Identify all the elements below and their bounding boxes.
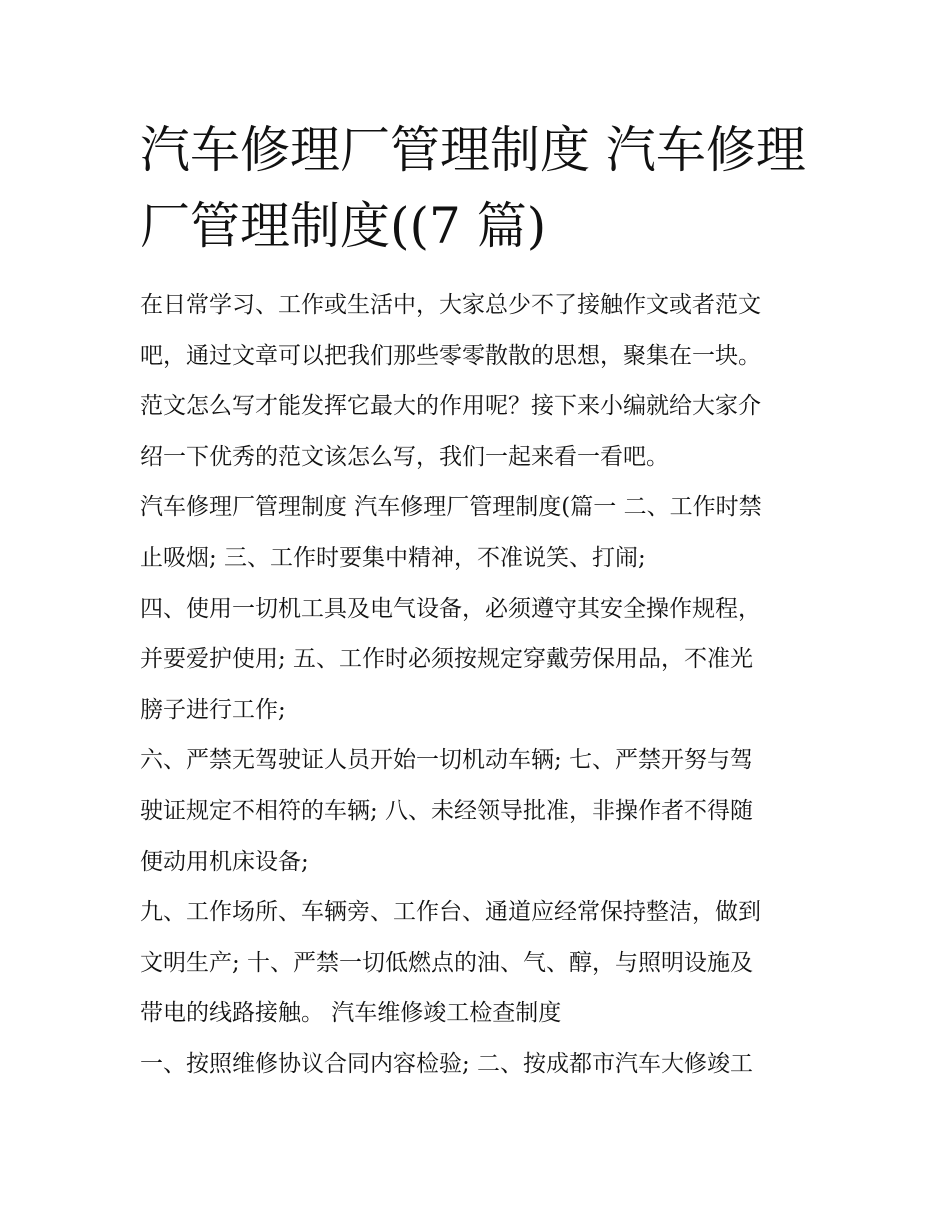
body-line: 并要爱护使用; 五、工作时必须按规定穿戴劳保用品，不准光: [140, 646, 754, 673]
body-line: 带电的线路接触。 汽车维修竣工检查制度: [140, 1000, 562, 1027]
document-title: [140, 112, 820, 264]
body-line: 四、使用一切机工具及电气设备，必须遵守其安全操作规程，: [140, 595, 761, 622]
body-line: 便动用机床设备;: [140, 848, 309, 875]
body-line: 膀子进行工作;: [140, 696, 286, 723]
body-line: 范文怎么写才能发挥它最大的作用呢？接下来小编就给大家介: [140, 393, 761, 420]
title-line: 厂管理制度((7 篇): [140, 197, 547, 255]
body-line: 绍一下优秀的范文该怎么写，我们一起来看一看吧。: [140, 443, 669, 470]
body-line: 文明生产; 十、严禁一切低燃点的油、气、醇，与照明设施及: [140, 949, 754, 976]
body-line: 九、工作场所、车辆旁、工作台、通道应经常保持整洁，做到: [140, 899, 761, 926]
title-line: 汽车修理厂管理制度 汽车修理: [140, 121, 806, 179]
body-line: 一、按照维修协议合同内容检验; 二、按成都市汽车大修竣工: [140, 1050, 754, 1077]
body-line: 六、严禁无驾驶证人员开始一切机动车辆; 七、严禁开努与驾: [140, 747, 754, 774]
body-line: 汽车修理厂管理制度 汽车修理厂管理制度(篇一 二、工作时禁: [140, 494, 762, 521]
document-body: [140, 280, 820, 1090]
body-line: 驶证规定不相符的车辆; 八、未经领导批准，非操作者不得随: [140, 797, 754, 824]
body-line: 吧，通过文章可以把我们那些零零散散的思想，聚集在一块。: [140, 342, 761, 369]
body-line: 止吸烟; 三、工作时要集中精神，不准说笑、打闹;: [140, 544, 646, 571]
body-line: 在日常学习、工作或生活中，大家总少不了接触作文或者范文: [140, 292, 761, 318]
